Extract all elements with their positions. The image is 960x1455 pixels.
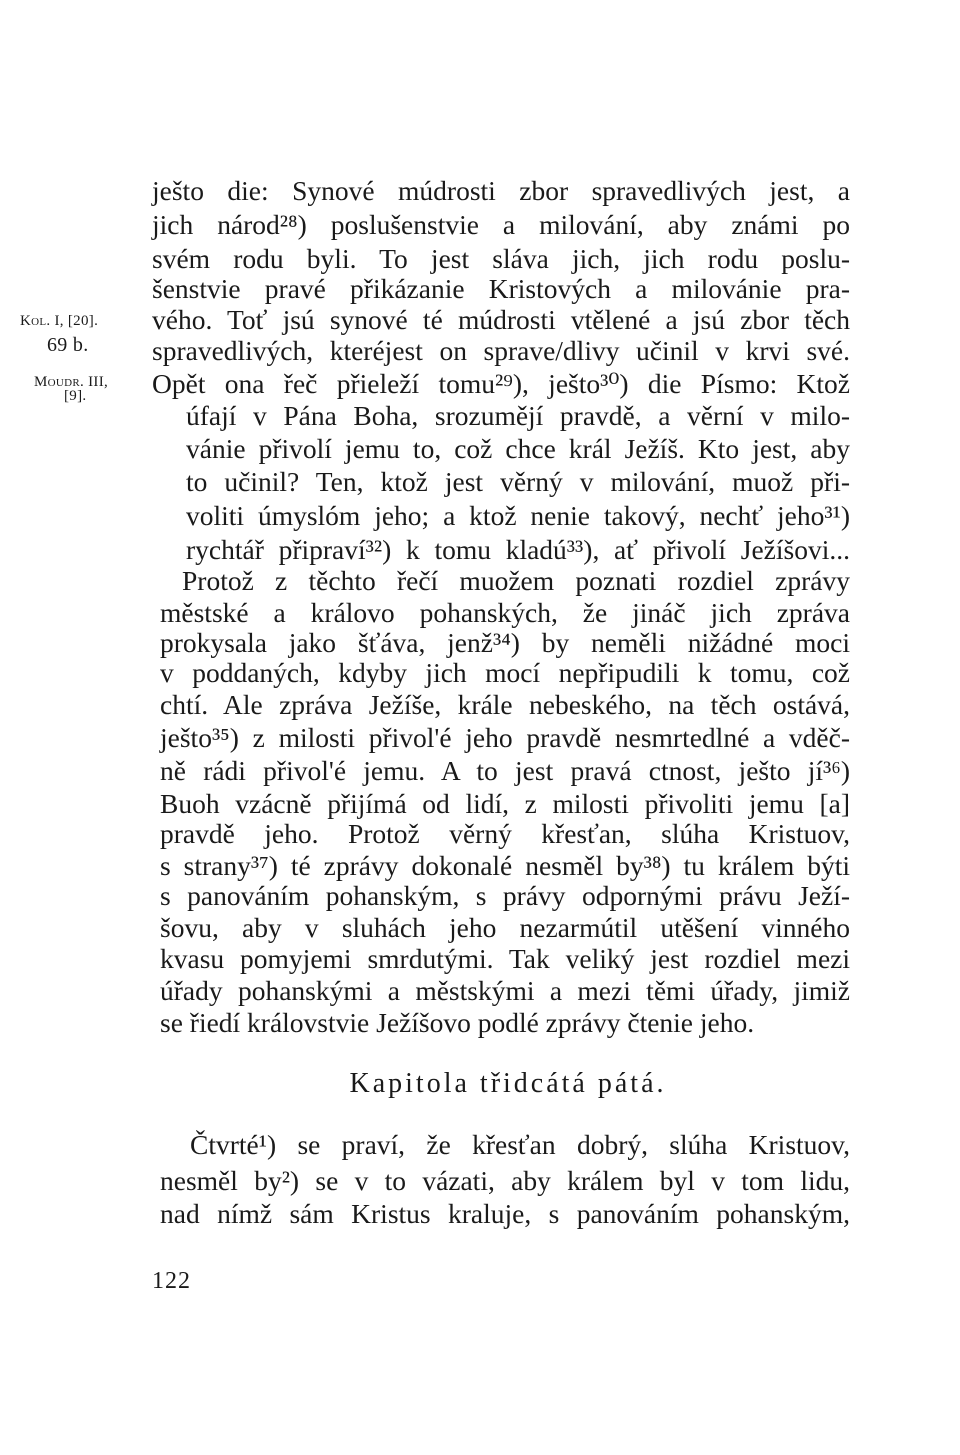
chapter-text-line: nesměl by²) se v to vázati, aby králem byl v tom lidu, bbox=[160, 1165, 850, 1196]
text-line: ješto die: Synové múdrosti zbor spravedlivých jest, a bbox=[152, 175, 850, 206]
text-line: šovu, aby v sluhách jeho nezarmútil utěšení vinného bbox=[160, 912, 850, 943]
text-line: úfají v Pána Boha, srozumějí pravdě, a věrní v milo- bbox=[186, 400, 850, 431]
margin-note-moudr-ref: [9]. bbox=[64, 388, 87, 404]
text-line: úřady pohanskými a městskými a mezi těmi úřady, jimiž bbox=[160, 975, 850, 1006]
text-line: ješto³⁵) z milosti přivol'é jeho pravdě nesmrtedlné a vděč- bbox=[160, 722, 850, 753]
chapter-text-line: Čtvrté¹) se praví, že křesťan dobrý, slúha Kristuov, bbox=[190, 1129, 850, 1160]
chapter-text-line: nad nímž sám Kristus kraluje, s panováním pohanským, bbox=[160, 1198, 850, 1229]
text-line: spravedlivých, kteréjest on sprave/dlivy učinil v krvi své. bbox=[152, 335, 850, 366]
text-line: městské a královo pohanských, že jináč jich zpráva bbox=[160, 597, 850, 628]
text-line: pravdě jeho. Protož věrný křesťan, slúha Kristuov, bbox=[160, 818, 850, 849]
text-line: to učinil? Ten, ktož jest věrný v milování, muož při- bbox=[186, 466, 850, 497]
text-line: s strany³⁷) té zprávy dokonalé nesměl by³⁸) tu králem býti bbox=[160, 850, 850, 881]
text-line: se řiedí královstvie Ježíšovo podlé zprávy čtenie jeho. bbox=[160, 1007, 755, 1038]
text-line: jich národ²⁸) poslušenstvie a milování, aby známi po bbox=[152, 209, 850, 240]
text-line: Buoh vzácně přijímá od lidí, z milosti přivoliti jemu [a] bbox=[160, 788, 850, 819]
text-line: rychtář připraví³²) k tomu kladú³³), ať přivolí Ježíšovi... bbox=[186, 534, 850, 565]
text-line: vého. Toť jsú synové té múdrosti vtělené a jsú zbor těch bbox=[152, 304, 850, 335]
text-line: v poddaných, kdyby jich mocí nepřipudili k tomu, což bbox=[160, 657, 850, 688]
text-line: voliti úmyslóm jeho; a ktož nenie takový, nechť jeho³¹) bbox=[186, 500, 850, 531]
text-line: Protož z těchto řečí muožem poznati rozdiel zprávy bbox=[182, 565, 850, 596]
margin-note-moudr: Moudr. III, bbox=[34, 374, 109, 390]
text-line: vánie přivolí jemu to, což chce král Ježíš. Kto jest, aby bbox=[186, 433, 850, 464]
margin-note-folio: 69 b. bbox=[47, 334, 89, 356]
text-line: šenstvie pravé přikázanie Kristových a milovánie pra- bbox=[152, 273, 850, 304]
text-line: prokysala jako šťáva, jenž³⁴) by neměli nižádné moci bbox=[160, 627, 850, 658]
page-number: 122 bbox=[152, 1268, 191, 1294]
text-line: s panováním pohanským, s právy odpornými právu Ježí- bbox=[160, 880, 850, 911]
text-line: svém rodu byli. To jest sláva jich, jich rodu poslu- bbox=[152, 243, 850, 274]
chapter-heading: Kapitola třidcátá pátá. bbox=[349, 1068, 667, 1099]
text-line: kvasu pomyjemi smrdutými. Tak veliký jest rozdiel mezi bbox=[160, 943, 850, 974]
margin-note-kol: Kol. I, [20]. bbox=[20, 313, 99, 329]
text-line: chtí. Ale zpráva Ježíše, krále nebeského, na těch ostává, bbox=[160, 689, 850, 720]
text-line: ně rádi přivol'é jemu. A to jest pravá ctnost, ješto jí³⁶) bbox=[160, 755, 850, 786]
text-line: Opět ona řeč přieleží tomu²⁹), ješto³⁰) die Písmo: Ktož bbox=[152, 368, 850, 399]
